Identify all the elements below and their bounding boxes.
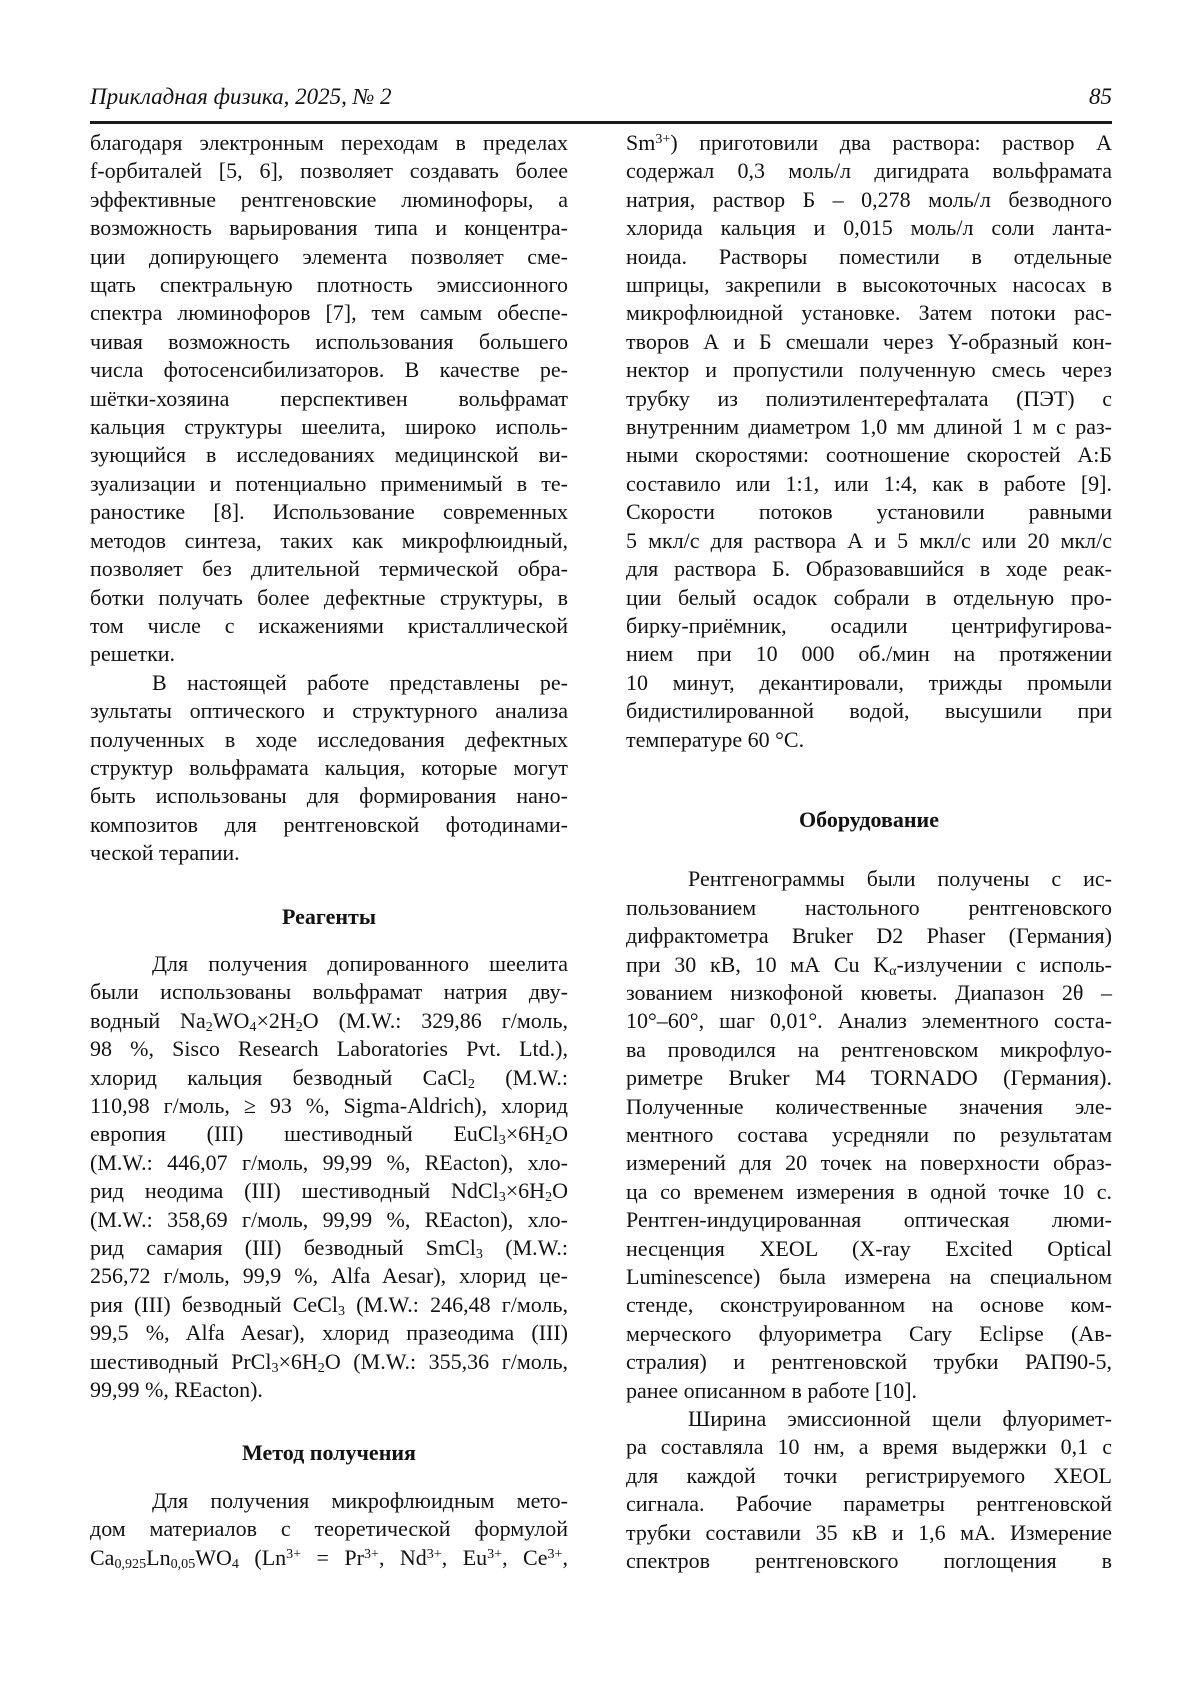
text-line: Рентгенограммы были получены с ис- [688, 866, 1112, 892]
text-line: Скорости потоков установили равными [626, 499, 1112, 525]
text-line: зуализации и потенциально применимый в те- [90, 470, 568, 496]
text-line: хлорида кальция и 0,015 моль/л соли ланта- [626, 215, 1112, 241]
text-line: зующийся в исследованиях медицинской ви- [90, 442, 568, 468]
text-line: $Sm^{3+}$) приготовили два раствора: раствор А [626, 130, 1112, 155]
text-line: Ширина эмиссионной щели флуоримет- [688, 1406, 1112, 1432]
text-line: несценция XEOL (X-ray Excited Optical [626, 1235, 1112, 1261]
text-line: составило или 1:1, или 1:4, как в работе [9]. [626, 470, 1112, 496]
text-line: 110,98 г/моль, ≥ 93 %, Sigma-Aldrich), хлорид [90, 1093, 568, 1118]
text-line: хлорид кальция безводный CaCl$_2$ (M.W.: [90, 1064, 568, 1092]
running-header [90, 84, 1112, 124]
text-line: натрия, раствор Б – 0,278 моль/л безводного [626, 186, 1112, 212]
text-line: ботки получать более дефектные структуры, в [90, 584, 568, 610]
text-line: рид самария (III) безводный SmCl$_3$ (M.W.: [90, 1235, 568, 1263]
text-line: сигнала. Рабочие параметры рентгеновской [626, 1491, 1112, 1517]
paragraph [626, 129, 1112, 754]
text-line: нектор и пропустили полученную смесь через [626, 357, 1112, 383]
text-line: шестиводный $PrCl_3\times 6H_2O$ (M.W.: 355,36 г/моль, [90, 1348, 568, 1376]
text-line: были использованы вольфрамат натрия дву- [90, 979, 568, 1005]
text-line: числа фотосенсибилизаторов. В качестве ре- [90, 357, 568, 383]
text-line: внутренним диаметром 1,0 мм длиной 1 м с раз- [626, 414, 1112, 440]
text-line: щать спектральную плотность эмиссионного [90, 272, 568, 298]
text-line: рия (III) безводный CeCl$_3$ (M.W.: 246,48 г/моль, [90, 1291, 569, 1319]
text-line: быть использованы для формирования нано- [90, 783, 568, 809]
text-line: трубку из полиэтилентерефталата (ПЭТ) с [626, 385, 1112, 411]
paragraph [90, 1487, 568, 1572]
text-line: европия (III) шестиводный $EuCl_3\times 6H_2O$ [90, 1121, 568, 1149]
text-line: ческой терапии. [90, 840, 240, 866]
text-line: 98 %, Sisco Research Laboratories Pvt. Ltd.), [90, 1036, 568, 1062]
paragraph [90, 129, 568, 669]
text-line: температуре 60 °C. [626, 726, 805, 752]
text-line: ва проводился на рентгеновском микрофлуо- [626, 1036, 1112, 1062]
text-line: ментного состава усредняли по результатам [626, 1122, 1112, 1147]
text-line: ции допирующего элемента позволяет сме- [90, 243, 568, 269]
text-line: содержал 0,3 моль/л дигидрата вольфрамата [626, 158, 1112, 184]
text-line: спектров рентгеновского поглощения в [626, 1548, 1112, 1574]
text-line: при 30 кВ, 10 мА Cu $K_\alpha$-излучении с исполь- [626, 951, 1113, 979]
text-line: ции белый осадок собрали в отдельную про- [626, 584, 1112, 610]
text-line: дом материалов с теоретической формулой [90, 1516, 568, 1542]
text-line: спектра люминофоров [7], тем самым обеспе- [90, 300, 568, 326]
text-line: творов А и Б смешали через Y-образный кон- [626, 328, 1112, 354]
text-line: Рентген-индуцированная оптическая люми- [626, 1207, 1112, 1233]
section-heading: Реагенты [281, 903, 377, 929]
text-line: бирку-приёмник, осадили центрифугирова- [626, 612, 1112, 638]
text-line: дифрактометра Bruker D2 Phaser (Германия) [626, 923, 1112, 949]
text-line: f-орбиталей [5, 6], позволяет создавать более [90, 158, 568, 184]
page-number: 85 [1089, 84, 1112, 109]
text-line: полученных в ходе исследования дефектных [90, 726, 568, 752]
paragraph [90, 950, 568, 1405]
text-line: стралия) и рентгеновской трубки РАП90-5, [626, 1349, 1112, 1375]
text-line: ноида. Растворы поместили в отдельные [626, 243, 1112, 269]
text-line: $Ca_{0,925}Ln_{0,05}WO_4$ ($Ln^{3+} = Pr^{3+}$, $Nd^{3+}$, $Eu^{3+}$, $Ce^{3+}$, [90, 1544, 568, 1572]
text-line: пользованием настольного рентгеновского [626, 894, 1112, 920]
text-line: нием при 10 000 об./мин на протяжении [626, 641, 1112, 667]
text-line: том числе с искажениями кристаллической [90, 612, 568, 638]
text-line: структур вольфрамата кальция, которые могут [90, 754, 568, 780]
text-line: (M.W.: 446,07 г/моль, 99,99 %, REacton), хло- [90, 1149, 568, 1175]
text-line: рид неодима (III) шестиводный $NdCl_3\times 6H_2O$ [90, 1178, 568, 1206]
paragraph [626, 1405, 1112, 1575]
text-line: позволяет без длительной термической обра- [90, 556, 568, 582]
text-line: методов синтеза, таких как микрофлюидный, [90, 527, 568, 553]
paragraph [90, 669, 568, 868]
text-line: 99,99 %, REacton). [90, 1377, 263, 1403]
text-line: шётки-хозяина перспективен вольфрамат [90, 385, 568, 411]
text-line: Luminescence) была измерена на специальном [626, 1264, 1112, 1290]
journal-title: Прикладная физика, 2025, № 2 [90, 84, 392, 109]
text-line: благодаря электронным переходам в пределах [90, 130, 568, 155]
text-line: Для получения микрофлюидным мето- [152, 1487, 568, 1513]
text-line: возможность варьирования типа и концентра- [90, 215, 568, 241]
text-line: решетки. [90, 641, 176, 667]
text-line: 256,72 г/моль, 99,9 %, Alfa Aesar), хлорид це- [90, 1263, 568, 1289]
text-line: для каждой точки регистрируемого XEOL [626, 1462, 1112, 1488]
text-line: (M.W.: 358,69 г/моль, 99,99 %, REacton), хло- [90, 1206, 568, 1232]
text-line: раностике [8]. Использование современных [90, 499, 568, 525]
text-line: 99,5 %, Alfa Aesar), хлорид празеодима (III) [90, 1320, 568, 1346]
text-line: ра составляла 10 нм, а время выдержки 0,1 с [626, 1434, 1112, 1460]
text-line: 10 минут, декантировали, трижды промыли [626, 669, 1112, 695]
text-line: шприцы, закрепили в высокоточных насосах в [626, 272, 1112, 298]
text-line: зованием низкофоной кюветы. Диапазон 2θ – [626, 979, 1112, 1005]
text-line: ца со временем измерения в одной точке 10 с. [626, 1178, 1112, 1204]
text-line: В настоящей работе представлены ре- [152, 669, 568, 695]
text-line: стенде, сконструированном на основе ком- [626, 1292, 1112, 1318]
text-line: ранее описанном в работе [10]. [626, 1377, 918, 1403]
text-line: Для получения допированного шеелита [152, 950, 568, 976]
text-line: бидистилированной водой, высушили при [626, 698, 1112, 724]
text-line: для раствора Б. Образовавшийся в ходе реак- [626, 556, 1112, 582]
text-line: чивая возможность использования большего [90, 328, 568, 354]
text-line: эффективные рентгеновские люминофоры, а [90, 186, 568, 212]
text-line: микрофлюидной установке. Затем потоки рас- [626, 300, 1112, 326]
text-line: кальция структуры шеелита, широко исполь- [90, 414, 568, 440]
column-right [626, 129, 1112, 1576]
section-heading: Метод получения [242, 1440, 416, 1466]
column-left [90, 129, 568, 1576]
text-line: зультаты оптического и структурного анализа [90, 698, 568, 724]
article-body [90, 129, 1112, 1576]
text-line: композитов для рентгеновской фотодинами- [90, 811, 568, 837]
text-line: водный $Na_2WO_4\times 2H_2O$ (M.W.: 329,86 г/моль, [90, 1007, 568, 1035]
text-line: ными скоростями: соотношение скоростей А:Б [626, 442, 1112, 468]
paragraph [626, 865, 1112, 1405]
text-line: мерческого флуориметра Cary Eclipse (Ав- [626, 1320, 1112, 1346]
text-line: измерений для 20 точек на поверхности образ- [626, 1150, 1112, 1176]
text-line: трубки составили 35 кВ и 1,6 мА. Измерение [626, 1519, 1112, 1545]
text-line: 5 мкл/с для раствора А и 5 мкл/с или 20 мкл/с [626, 527, 1112, 553]
section-heading: Оборудование [799, 806, 939, 832]
text-line: 10°–60°, шаг 0,01°. Анализ элементного соста- [626, 1008, 1112, 1034]
text-line: Полученные количественные значения эле- [626, 1093, 1112, 1119]
text-line: риметре Bruker M4 TORNADO (Германия). [626, 1065, 1112, 1091]
